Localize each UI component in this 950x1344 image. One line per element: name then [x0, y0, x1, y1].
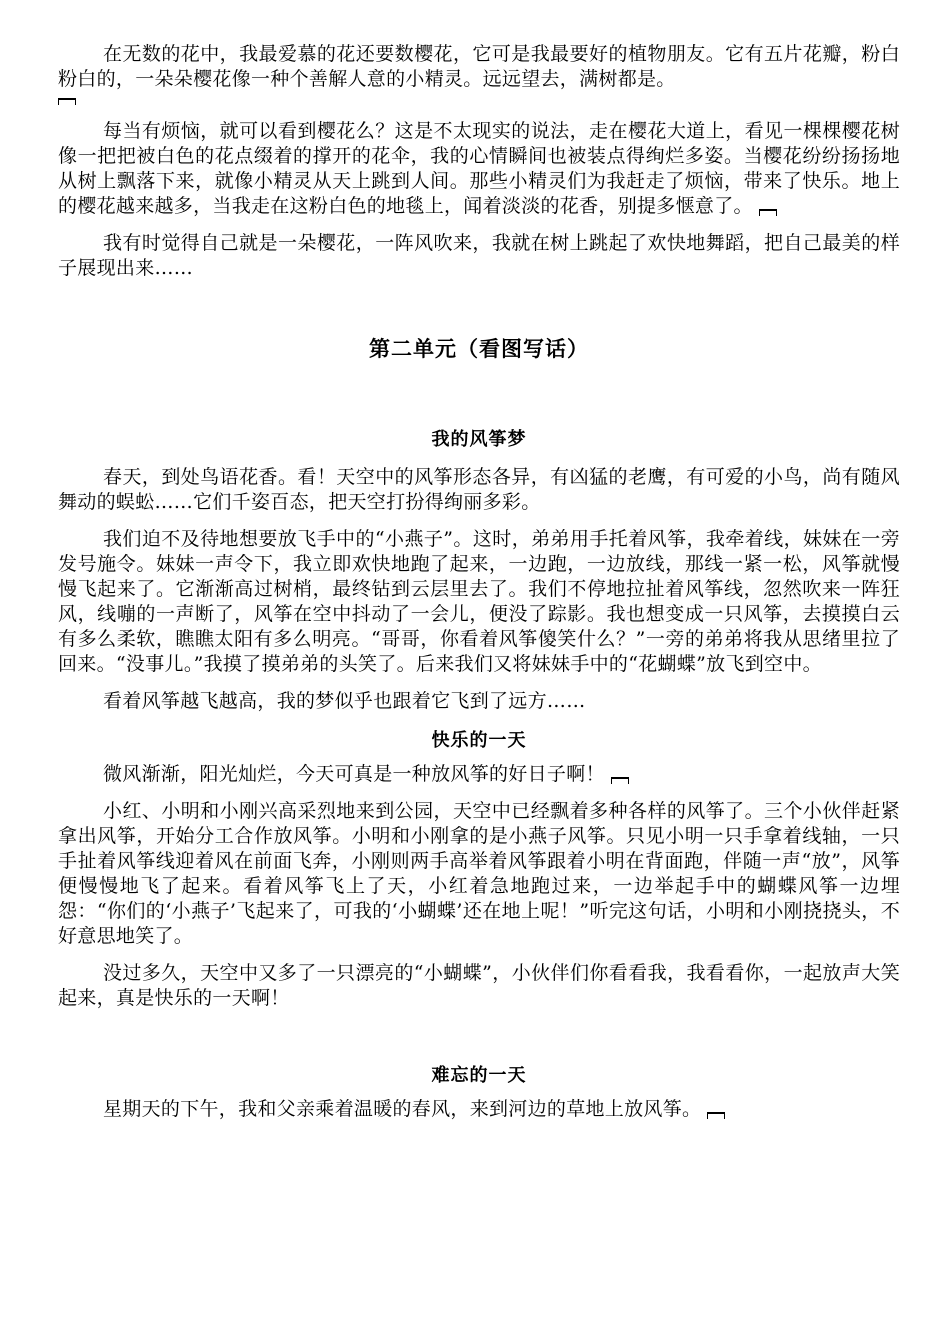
- essay-title: 我的风筝梦: [431, 429, 527, 450]
- paragraph: 星期天的下午，我和父亲乘着温暖的春风，来到河边的草地上放风筝。: [58, 1097, 900, 1122]
- paragraph-end-mark: [707, 1112, 725, 1119]
- paragraph: 微风渐渐，阳光灿烂，今天可真是一种放风筝的好日子啊！: [58, 762, 900, 787]
- paragraph: 小红、小明和小刚兴高采烈地来到公园，天空中已经飘着多种各样的风筝了。三个小伙伴赶紧拿出风筝，开始分工合作放风筝。小明和小刚拿的是小燕子风筝。只见小明一只手拿着线轴，一只手扯着风筝线迎着风在前面飞奔，小刚则两手高举着风筝跟着小明在背面跑，伴随一声“放”，风筝便慢慢地飞了起来。看着风筝飞上了天，小红着急地跑过来，一边举起手中的蝴蝶风筝一边埋怨：“你们的‘小燕子’飞起来了，可我的‘小蝴蝶’还在地上呢！”听完这句话，小明和小刚挠挠头，不好意思地笑了。: [58, 800, 900, 947]
- paragraph: 在无数的花中，我最爱慕的花还要数樱花，它可是我最要好的植物朋友。它有五片花瓣，粉白粉白的，一朵朵樱花像一种个善解人意的小精灵。远远望去，满树都是。: [58, 43, 900, 90]
- paragraph: 看着风筝越飞越高，我的梦似乎也跟着它飞到了远方……: [103, 690, 586, 712]
- paragraph: 没过多久，天空中又多了一只漂亮的“小蝴蝶”，小伙伴们你看看我，我看看你，一起放声大笑起来，真是快乐的一天啊！: [58, 962, 900, 1009]
- paragraph-end-mark: [759, 209, 777, 216]
- paragraph: 每当有烦恼，就可以看到樱花么？这是不太现实的说法，走在樱花大道上，看见一棵棵樱花树像一把把被白色的花点缀着的撑开的花伞，我的心情瞬间也被装点得绚烂多姿。当樱花纷纷扬扬地从树上飘落下来，就像小精灵从天上跳到人间。那些小精灵们为我赶走了烦恼，带来了快乐。地上的樱花越来越多，当我走在这粉白色的地毯上，闻着淡淡的花香，别提多惬意了。: [58, 120, 900, 217]
- document-page: [58, 42, 900, 1134]
- paragraph-end-mark: [58, 98, 76, 105]
- essay-title: 快乐的一天: [431, 730, 527, 751]
- paragraph: 我有时觉得自己就是一朵樱花，一阵风吹来，我就在树上跳起了欢快地舞蹈，把自己最美的样子展现出来……: [58, 232, 900, 279]
- paragraph-end-mark: [611, 777, 629, 784]
- essay-title: 难忘的一天: [431, 1065, 527, 1086]
- paragraph: 我们迫不及待地想要放飞手中的“小燕子”。这时，弟弟用手托着风筝，我牵着线，妹妹在一旁发号施令。妹妹一声令下，我立即欢快地跑了起来，一边跑，一边放线，那线一紧一松，风筝就慢慢飞起来了。它渐渐高过树梢，最终钻到云层里去了。我们不停地拉扯着风筝线，忽然吹来一阵狂风，线嘣的一声断了，风筝在空中抖动了一会儿，便没了踪影。我也想变成一只风筝，去摸摸白云有多么柔软，瞧瞧太阳有多么明亮。“哥哥，你看着风筝傻笑什么？”一旁的弟弟将我从思绪里拉了回来。“没事儿。”我摸了摸弟弟的头笑了。后来我们又将妹妹手中的“花蝴蝶”放飞到空中。: [58, 528, 900, 675]
- paragraph: 春天，到处鸟语花香。看！天空中的风筝形态各异，有凶猛的老鹰，有可爱的小鸟，尚有随风舞动的蜈蚣……它们千姿百态，把天空打扮得绚丽多彩。: [58, 466, 900, 513]
- unit-title: 第二单元（看图写话）: [369, 337, 589, 361]
